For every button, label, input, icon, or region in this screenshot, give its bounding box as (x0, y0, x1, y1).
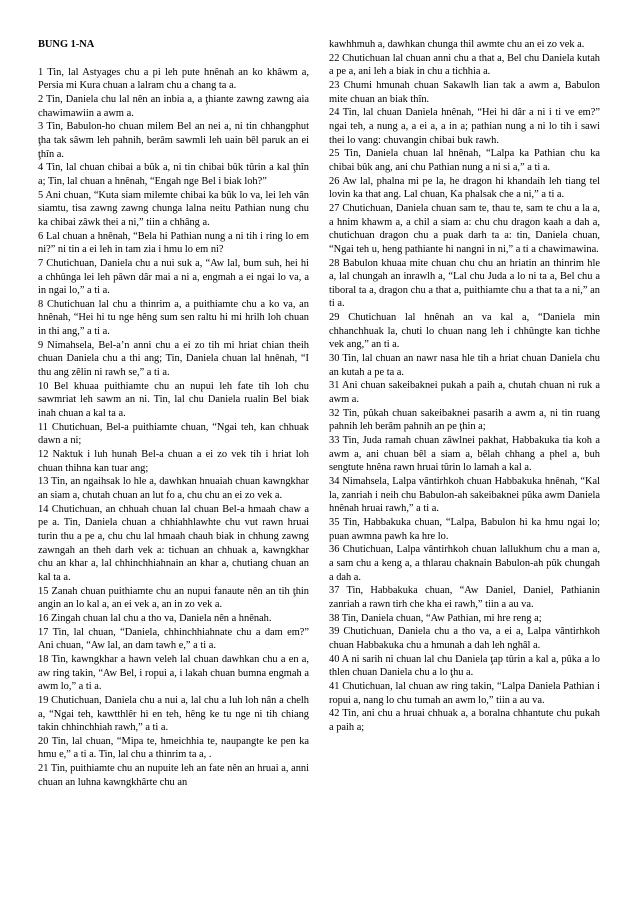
verse-paragraph: 35 Tin, Habbakuka chuan, “Lalpa, Babulon hi ka hmu ngai lo; puan awmna pawh ka hre lo. (329, 516, 600, 542)
verse-paragraph: 14 Chutichuan, an chhuah chuan lal chuan Bel-a hmaah chaw a pe a. Tin, Daniela chuan a chhiahhlawhte chu vut rawn hruai turin thu a pe a, chu chu lal hmaah chauh biak in chhung zawng zawngah an theh darh vek a: tichuan an chhuak a, kawngkhar chu an khar a, lal chhinchhiahnain an khar a, chutiang chuan an kal ta a. (38, 503, 309, 583)
verse-paragraph: 1 Tin, lal Astyages chu a pi leh pute hnênah an ko khâwm a, Persia mi Kura chuan a lalram chu a chang ta a. (38, 66, 309, 92)
verse-paragraph: 11 Chutichuan, Bel-a puithiamte chuan, “Ngai teh, kan chhuak dawn a ni; (38, 421, 309, 447)
verse-paragraph: 13 Tin, an ngaihsak lo hle a, dawhkan hnuaiah chuan kawngkhar an siam a, chutah chuan an lut fo a, chu chu an ei zo vek a. (38, 476, 309, 501)
verse-paragraph: 3 Tin, Babulon-ho chuan milem Bel an nei a, ni tin chhangphut ţha tak sâwm leh pahnih, berâm sawmli leh uain bêl paruk an ei ţhîn a. (38, 121, 309, 160)
verse-paragraph: 29 Chutichuan lal hnênah an va kal a, “Daniela min chhanchhuak la, chuti lo chuan nang leh i chhûngte kan tichhe vek ang,” an ti a. (329, 312, 600, 351)
verse-paragraph: 17 Tin, lal chuan, “Daniela, chhinchhiahnate chu a dam em?” Ani chuan, “Aw lal, an dam tawh e,” a ti a. (38, 626, 309, 652)
verse-paragraph: 8 Chutichuan lal chu a thinrim a, a puithiamte chu a ko va, an hnênah, “Hei hi tu nge hêng sum sen raltu hi mi hrilh loh chuan in thi ang,” a ti a. (38, 298, 309, 338)
verse-paragraph: 30 Tin, lal chuan an nawr nasa hle tih a hriat chuan Daniela chu an kutah a pe ta a. (329, 353, 600, 378)
verse-paragraph: 39 Chutichuan, Daniela chu a tho va, a ei a, Lalpa vântirhkoh chuan Habbakuka chu a hmunah a dah leh nghâl a. (329, 626, 600, 651)
verse-paragraph: 41 Chutichuan, lal chuan aw ring takin, “Lalpa Daniela Pathian i ropui a, nang lo chu tumah an awm lo,” tiin a au va. (329, 680, 600, 706)
verse-paragraph: 38 Tin, Daniela chuan, “Aw Pathian, mi hre reng a; (329, 612, 542, 624)
verse-paragraph: 24 Tin, lal chuan Daniela hnênah, “Hei hi dâr a ni i ti ve em?” ngai teh, a nung a, a ei a, a in a; pathian nung a ni lo tih i sawi thei lo vang: chuvangin chibai buk rawh. (329, 107, 600, 146)
verse-paragraph: 20 Tin, lal chuan, “Mipa te, hmeichhia te, naupangte ke pen ka hmu e,” a ti a. Tin, lal chu a thinrim ta a, . (38, 735, 309, 761)
verse-paragraph: 23 Chumi hmunah chuan Sakawlh lian tak a awm a, Babulon mite chuan an biak thîn. (329, 79, 600, 105)
verse-paragraph: 42 Tin, ani chu a hruai chhuak a, a boralna chhantute chu pukah a paih a; (329, 708, 600, 733)
verse-paragraph: 28 Babulon khuaa mite chuan chu chu an hriatin an thinrim hle a, lal chungah an inrawlh a, “Lal chu Juda a lo ni ta a, Bel chu a tiboral ta a, dragon chu a that a, puithiamte chu a that ta a ni,” an ti a. (329, 257, 600, 310)
verse-paragraph: 9 Nimahsela, Bel-a’n anni chu a ei zo tih mi hriat chian theih chuan Daniela chu a thi ang; Tin, Daniela chuan lal hnênah, “I thu ang zêlin ni rawh se,” a ti a. (38, 339, 309, 379)
verse-paragraph: 21 Tin, puithiamte chu an nupuite leh an fate nên an hruai a, anni chuan an luhna kawngkhârte chu an (38, 763, 309, 788)
verse-paragraph: 27 Chutichuan, Daniela chuan sam te, thau te, sam te chu a la a, a hnim khawm a, a chil a siam a: chu chu dragon kaah a dah a, chutichuan dragon chu a puak darh ta a: tin, Daniela chuan, “Ngai teh u, heng pathiante hi nangni in ni,” a ti a chawimawina. (329, 202, 600, 255)
verse-paragraph: 16 Zingah chuan lal chu a tho va, Daniela nên a hnênah. (38, 612, 272, 624)
verse-paragraph: 4 Tin, lal chuan chibai a bûk a, ni tin chibai bûk tûrin a kal ţhîn a; Tin, lal chuan a hnênah, “Engah nge Bel i biak loh?” (38, 162, 309, 187)
verse-paragraph: 18 Tin, kawngkhar a hawn veleh lal chuan dawhkan chu a en a, aw ring takin, “Aw Bel, i ropui a, i lakah chuan bumna engmah a awm lo,” a ti a. (38, 653, 309, 693)
verse-paragraph: 19 Chutichuan, Daniela chu a nui a, lal chu a luh loh nân a chelh a, “Ngai teh, kawtthlêr hi en teh, hêng ke tu nge ni tih chiang takin chhinchhiah rawh,” a ti a. (38, 694, 309, 734)
verse-paragraph: 6 Lal chuan a hnênah, “Bela hi Pathian nung a ni tih i ring lo em ni?” ni tin a ei leh in tam zia i hmu lo em ni? (38, 230, 309, 256)
verse-paragraph: 5 Ani chuan, “Kuta siam milemte chibai ka bûk lo va, lei leh vân siamtu, tisa zawng zawng chunga lalna neitu Pathian nung chu ka chibai zâwk thei a ni,” tiin a chhâng a. (38, 189, 309, 228)
verse-paragraph: 31 Ani chuan sakeibaknei pukah a paih a, chutah chuan ni ruk a awm a. (329, 380, 600, 406)
verse-paragraph: 40 A ni sarih ni chuan lal chu Daniela ţap tûrin a kal a, pûka a lo thlen chuan Daniela chu a lo ţhu a. (329, 653, 600, 679)
verse-paragraph: 33 Tin, Juda ramah chuan zâwlnei pakhat, Habbakuka tia koh a awm a, ani chuan bêl a siam a, bêlah chhang a phel a, buh sengtute hnêna rawn hruai tûrin lo lamah a kal a. (329, 435, 600, 474)
verse-paragraph: 7 Chutichuan, Daniela chu a nui suk a, “Aw lal, bum suh, hei hi a chhûnga lei leh pâwn dâr mai a ni a, engmah a ei ngai lo va, a in ngai lo,” a ti a. (38, 257, 309, 297)
verse-paragraph: 12 Naktuk i luh hunah Bel-a chuan a ei zo vek tih i hriat loh chuan thihna kan tuar ang; (38, 449, 309, 474)
verse-paragraph: 36 Chutichuan, Lalpa vântirhkoh chuan lallukhum chu a man a, a sam chu a keng a, a thlarau chaknain Babulon-ah pûk chungah a dah a. (329, 544, 600, 583)
verse-paragraph: kawhhmuh a, dawhkan chunga thil awmte chu an ei zo vek a. (329, 39, 585, 50)
verse-paragraph: 26 Aw lal, phalna mi pe la, he dragon hi khandaih leh tiang tel lovin ka that ang. Lal chuan, Ka phalsak che a ni,” a ti a. (329, 175, 600, 201)
right-column (329, 38, 600, 902)
verse-paragraph: 15 Zanah chuan puithiamte chu an nupui fanaute nên an tih ţhin angin an lo kal a, an ei vek a, an in zo vek a. (38, 585, 309, 611)
chapter-heading: BUNG 1-NA (38, 39, 95, 50)
verse-paragraph: 32 Tin, pûkah chuan sakeibaknei pasarih a awm a, ni tin ruang pahnih leh berâm pahnih an pe ţhin a; (329, 407, 600, 433)
verse-paragraph: 10 Bel khuaa puithiamte chu an nupui leh fate tih loh chu sawmriat leh sawm an ni. Tin, lal chu Daniela rualin Bel biak inah chuan a kal ta a. (38, 380, 309, 420)
verse-paragraph: 34 Nimahsela, Lalpa vântirhkoh chuan Habbakuka hnênah, “Kal la, zanriah i neih chu Babulon-ah sakeibaknei pûka awm Daniela hnênah hruai rawh,” a ti a. (329, 476, 600, 515)
verse-paragraph: 2 Tin, Daniela chu lal nên an inbia a, a ţhiante zawng zawng aia chawimawiin a awm a. (38, 93, 309, 119)
verse-paragraph: 37 Tin, Habbakuka chuan, “Aw Daniel, Daniel, Pathianin zanriah a rawn tirh che kha ei rawh,” tiin a au va. (329, 585, 600, 610)
left-column (38, 38, 309, 902)
verse-paragraph: 25 Tin, Daniela chuan lal hnênah, “Lalpa ka Pathian chu ka chibai bûk ang, ani chu Pathian nung a ni si a,” a ti a. (329, 148, 600, 173)
verse-paragraph: 22 Chutichuan lal chuan anni chu a that a, Bel chu Daniela kutah a pe a, ani leh a biak in chu a tichhia a. (329, 52, 600, 78)
